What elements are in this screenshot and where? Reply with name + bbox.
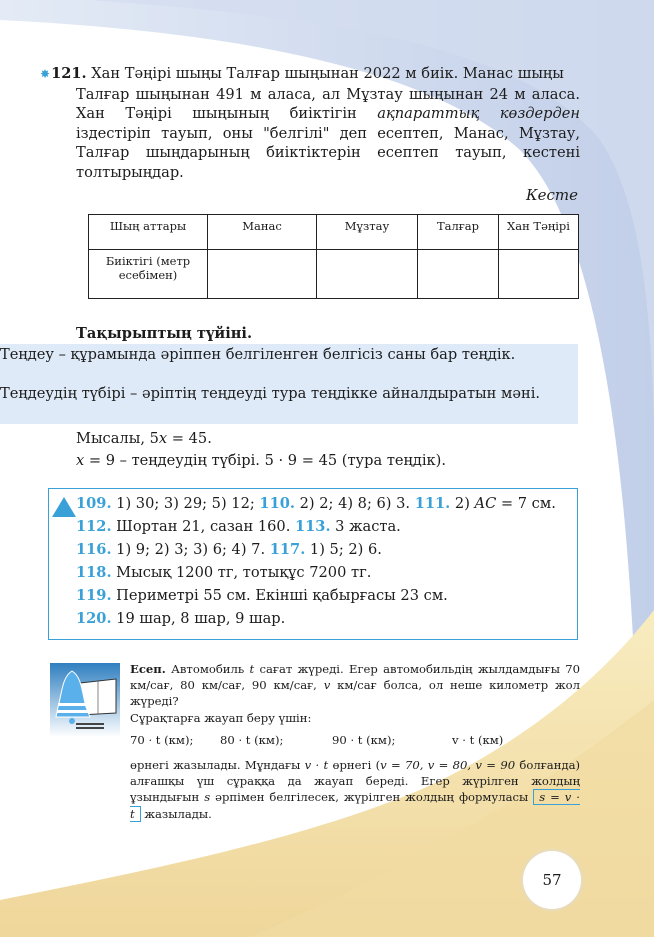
expression: 80 · t (км); bbox=[220, 733, 284, 747]
expression: 90 · t (км); bbox=[332, 733, 396, 747]
answer-line: 120. 19 шар, 8 шар, 9 шар. bbox=[76, 610, 286, 627]
bell-book-icon bbox=[50, 663, 120, 737]
table-header: Манас bbox=[208, 215, 317, 250]
formula-box: s = v · t bbox=[130, 790, 580, 821]
expression: v · t (км) bbox=[452, 733, 504, 747]
esep-explanation: өрнегі жазылады. Мұндағы v · t өрнегі (v = 70, v = 80, v = 90 болғанда) алғашқы үш сұраққа да жауап береді. Егер жүрілген жолдың ұзындығын s әрпімен белгілесек, жүрілген жолдың формуласы s = v · t жазылады. bbox=[130, 758, 581, 821]
answer-line: 112. Шортан 21, сазан 160. 113. 3 жаста. bbox=[76, 518, 401, 535]
table-cell[interactable] bbox=[208, 250, 317, 299]
expression: 70 · t (км); bbox=[130, 733, 194, 747]
star-icon: ✸ bbox=[40, 67, 51, 81]
summary-definition-1: Теңдеу – құрамында әріппен белгіленген белгісіз саны бар теңдік. bbox=[0, 346, 516, 363]
summary-title: Тақырыптың түйіні. bbox=[76, 325, 253, 342]
table-cell[interactable] bbox=[418, 250, 499, 299]
mountain-heights-table bbox=[88, 214, 579, 299]
exercise-text-b: іздестіріп тауып, оны "белгілі" деп есептеп, Манас, Мұзтау, Талғар шыңдарының биіктіктерін есептеп тауып, кестені толтырыңдар. bbox=[76, 124, 580, 181]
table-header: Хан Тәңірі bbox=[499, 215, 579, 250]
answer-line: 109. 1) 30; 3) 29; 5) 12; 110. 2) 2; 4) 8; 6) 3. 111. 2) AC = 7 см. bbox=[76, 495, 556, 512]
exercise-line1: Хан Тәңірі шыңы Талғар шыңынан 2022 м биік. Манас шыңы bbox=[91, 65, 564, 82]
triangle-icon bbox=[52, 497, 76, 517]
esep-label: Есеп. bbox=[130, 662, 166, 676]
row-label: Биіктігі (метр есебімен) bbox=[89, 250, 208, 299]
esep-prompt: Сұрақтарға жауап беру үшін: bbox=[130, 710, 312, 725]
page-number: 57 bbox=[523, 851, 581, 909]
exercise-number: 121. bbox=[51, 65, 87, 82]
answers-box bbox=[48, 488, 578, 640]
table-cell[interactable] bbox=[499, 250, 579, 299]
esep-problem: Есеп. Автомобиль t сағат жүреді. Егер автомобильдің жылдамдығы 70 км/сағ, 80 км/сағ, 90 км/сағ, v км/сағ болса, ол неше километр жол жүреді? Сұрақтарға жауап беру үшін: bbox=[130, 662, 580, 725]
exercise-italic: ақпараттық көздерден bbox=[377, 105, 581, 123]
exercise-text-a: Талғар шыңынан 491 м аласа, ал Мұзтау шыңынан 24 м аласа. Хан Тәңірі шыңының биіктігін bbox=[76, 85, 580, 123]
table-header: Талғар bbox=[418, 215, 499, 250]
answer-line: 118. Мысық 1200 тг, тотықұс 7200 тг. bbox=[76, 564, 372, 581]
table-cell[interactable] bbox=[317, 250, 418, 299]
table-header-row bbox=[89, 215, 579, 250]
table-header: Мұзтау bbox=[317, 215, 418, 250]
answer-line: 119. Периметрі 55 см. Екінші қабырғасы 23 см. bbox=[76, 587, 448, 604]
esep-expressions bbox=[130, 733, 503, 747]
summary-example: Мысалы, 5x = 45. x = 9 – теңдеудің түбірі. 5 · 9 = 45 (тура теңдік). bbox=[76, 430, 446, 469]
table-header: Шың аттары bbox=[89, 215, 208, 250]
answer-line: 116. 1) 9; 2) 3; 3) 6; 4) 7. 117. 1) 5; 2) 6. bbox=[76, 541, 382, 558]
table-row bbox=[89, 250, 579, 299]
summary-definition-2: Теңдеудің түбірі – әріптің теңдеуді тура теңдікке айналдыратын мәні. bbox=[0, 385, 541, 402]
table-caption: Кесте bbox=[526, 186, 578, 204]
exercise-121 bbox=[40, 64, 580, 183]
